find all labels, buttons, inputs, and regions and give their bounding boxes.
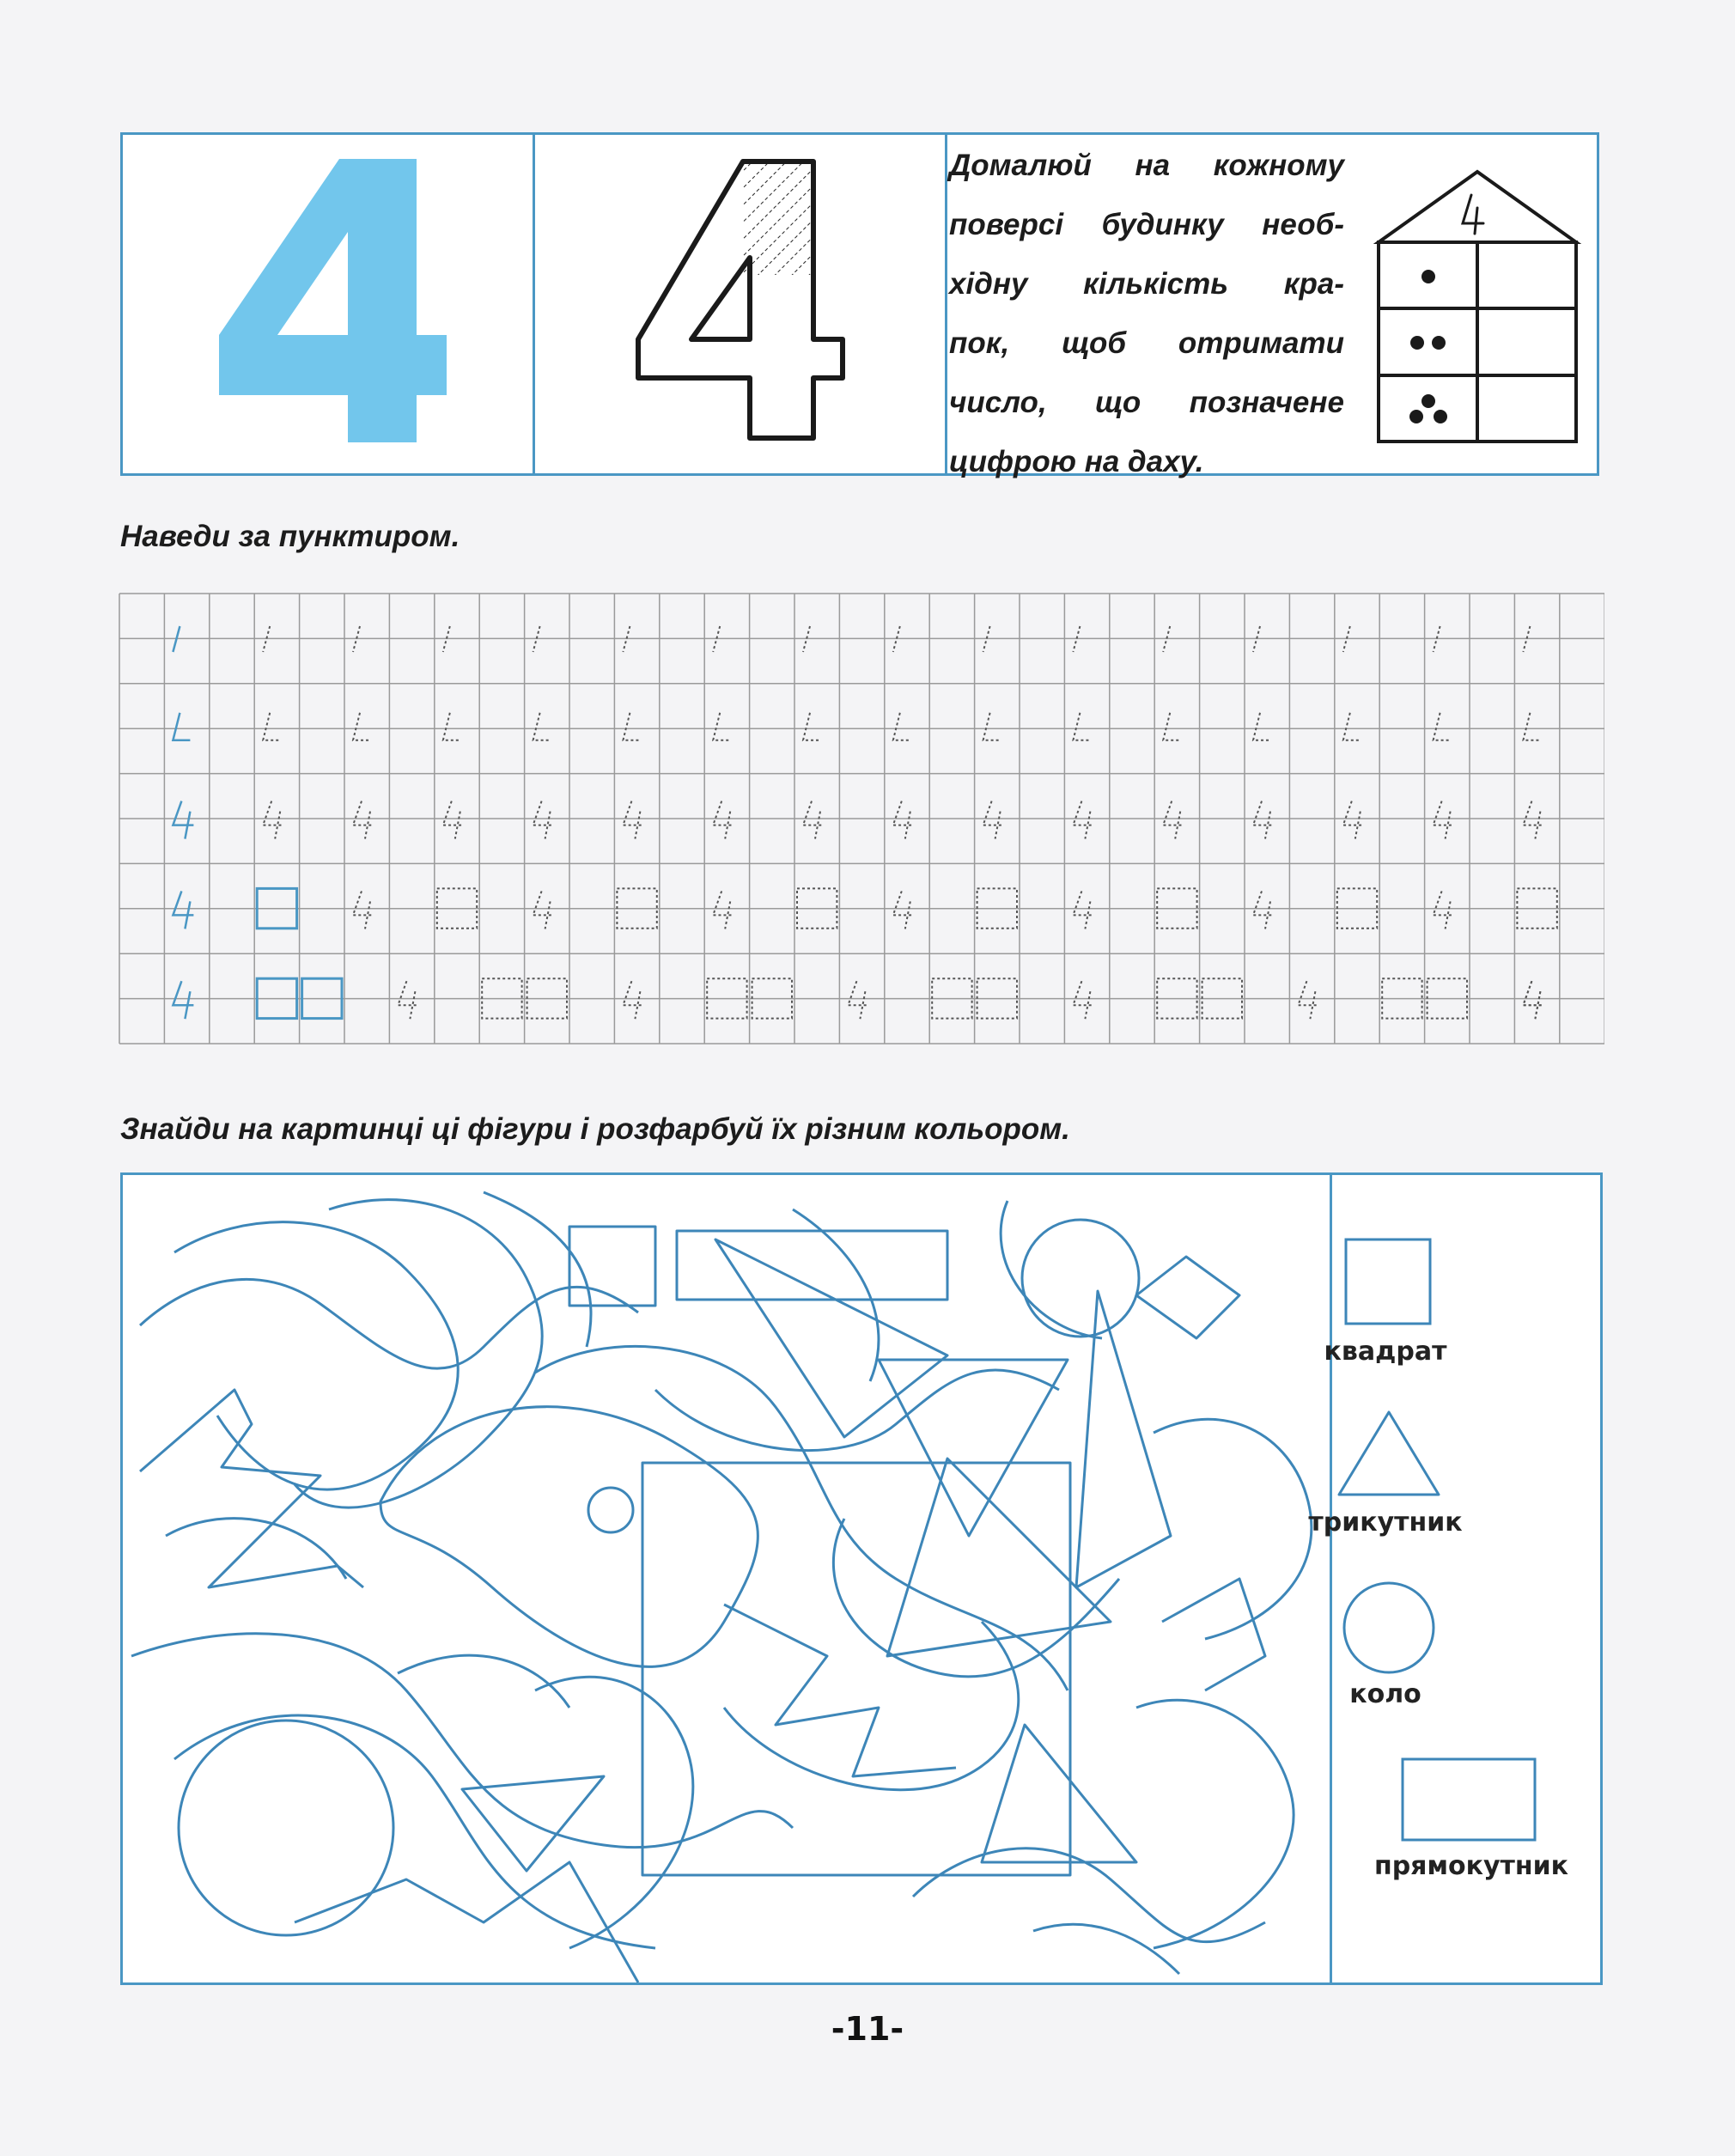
legend-label-rectangle: прямокутник [1373,1851,1568,1881]
legend-label-triangle: трикутник [1308,1507,1463,1538]
tracing-heading: Наведи за пунктиром. [120,520,460,553]
trace-digit-four [1073,981,1093,1019]
trace-digit-four [713,801,734,839]
trace-digit-four [1523,801,1543,839]
trace-digit-four [803,801,824,839]
trace-stroke [263,713,280,740]
page-number: -11- [831,2010,904,2048]
tangled-picture[interactable] [123,1175,1327,1987]
task-line: число, що позначене [949,386,1344,419]
big-digit-four-glyph [210,150,451,460]
trace-stroke [173,713,190,740]
legend-label-square: квадрат [1324,1337,1447,1367]
outline-digit-four [623,155,863,447]
trace-digit-four [173,801,193,839]
trace-digit-four [893,891,914,929]
square-icon [1336,1233,1439,1327]
legend-square [1336,1233,1439,1331]
task-line: поверсі будинку необ- [949,208,1344,241]
legend-label-circle: коло [1349,1679,1421,1709]
trace-digit-four [1434,891,1454,929]
trace-digit-four [713,891,734,929]
legend-triangle [1327,1407,1447,1506]
trace-digit-four [263,801,283,839]
trace-stroke [1523,713,1540,740]
tracing-grid [119,593,1604,1065]
circle-icon [1337,1576,1440,1679]
trace-stroke [713,713,730,740]
trace-digit-four [1253,801,1274,839]
trace-digit-four [443,801,464,839]
trace-digit-four [623,981,643,1019]
trace-digit-four [173,891,193,929]
trace-stroke [893,713,910,740]
legend-rectangle [1396,1752,1542,1851]
number-house-drawing [1370,165,1585,457]
trace-digit-four [1298,981,1318,1019]
trace-digit-four [533,801,554,839]
task-line: хідну кількість кра- [949,267,1344,301]
tracing-grid-drawing [119,593,1604,1061]
trace-digit-four [1073,801,1093,839]
trace-digit-four [848,981,868,1019]
trace-digit-four [1163,801,1184,839]
trace-digit-four [1073,891,1093,929]
trace-stroke [623,713,640,740]
triangle-icon [1327,1407,1447,1501]
trace-stroke [443,713,460,740]
trace-digit-four [1523,981,1543,1019]
panel-divider [945,135,947,473]
trace-stroke [803,713,820,740]
trace-stroke [1434,713,1451,740]
tangled-picture-drawing[interactable] [123,1175,1327,1982]
trace-digit-four [623,801,643,839]
trace-digit-four [983,801,1004,839]
rectangle-icon [1396,1752,1542,1847]
task-line: цифрою на даху. [949,445,1204,478]
trace-digit-four [173,981,193,1019]
trace-stroke [1253,713,1270,740]
trace-digit-four [398,981,418,1019]
house-task-text [949,136,1344,491]
trace-stroke [353,713,370,740]
trace-stroke [533,713,551,740]
task-line: пок, щоб отримати [949,326,1344,360]
legend-divider [1330,1175,1332,1982]
trace-digit-four [1343,801,1364,839]
trace-stroke [1163,713,1180,740]
trace-stroke [1343,713,1361,740]
trace-digit-four [353,801,374,839]
trace-digit-four [1523,981,1543,1019]
trace-digit-four [893,801,914,839]
trace-stroke [983,713,1001,740]
task-line: Домалюй на кожному [949,149,1344,182]
panel-divider [533,135,535,473]
trace-digit-four [1253,891,1274,929]
legend-circle [1337,1576,1440,1684]
big-digit-four [210,150,451,460]
trace-digit-four [1434,801,1454,839]
number-house [1370,165,1585,457]
shapes-heading: Знайди на картинці ці фігури і розфарбуй їх різним кольором. [120,1112,1070,1146]
trace-digit-four [533,891,554,929]
trace-stroke [1073,713,1090,740]
outline-digit-four-glyph [623,155,863,447]
trace-digit-four [353,891,374,929]
